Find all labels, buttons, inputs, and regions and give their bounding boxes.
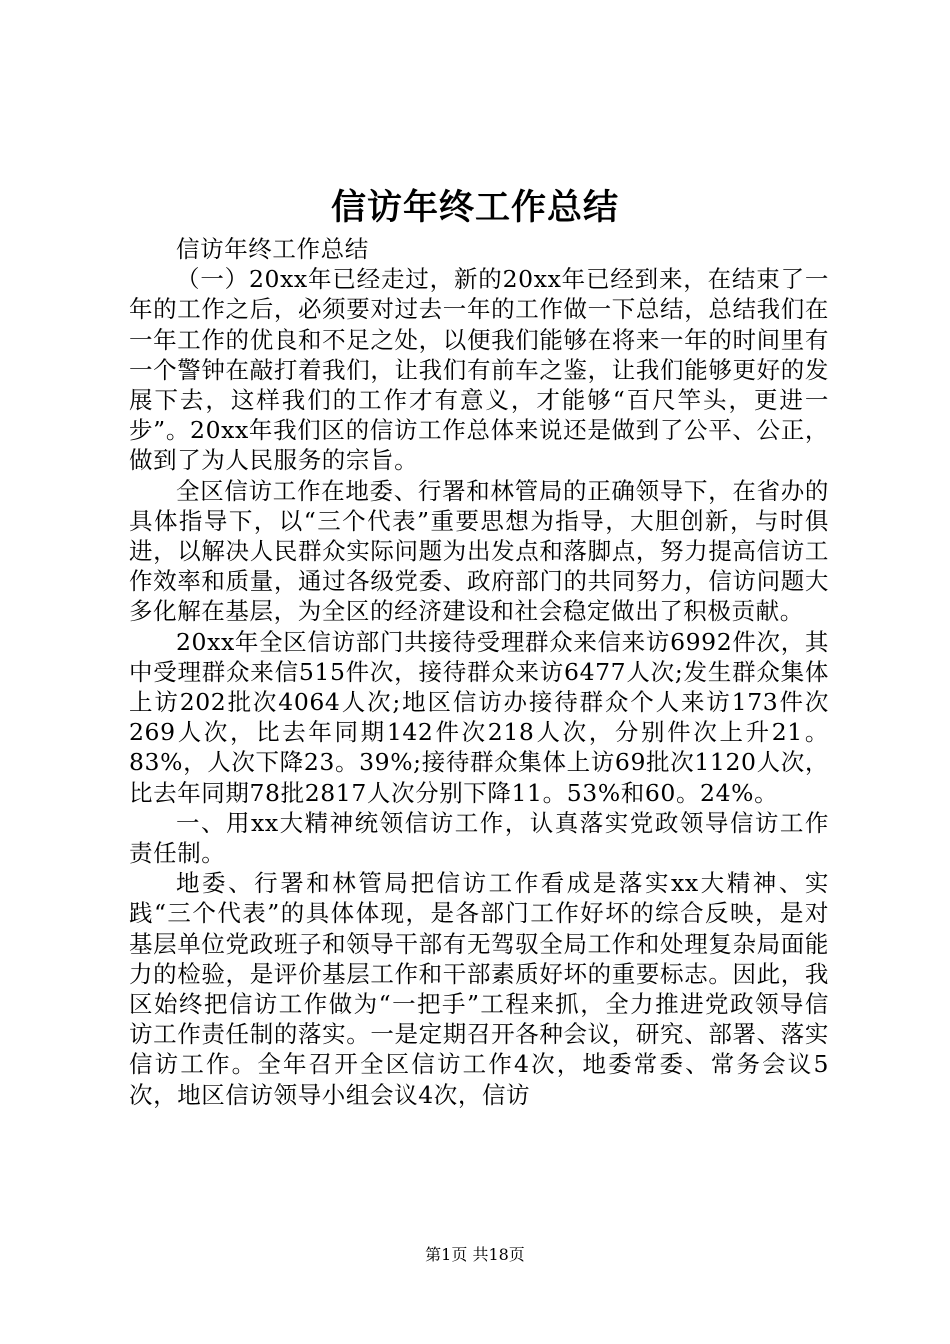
- page-number-footer: 第1页 共18页: [425, 1245, 525, 1264]
- paragraph-subtitle: 信访年终工作总结: [176, 235, 369, 263]
- paragraph-overview: 全区信访工作在地委、行署和林管局的正确领导下，在省办的具体指导下，以“三个代表”重要思想为指导，大胆创新，与时俱进，以解决人民群众实际问题为出发点和落脚点，努力提高信访工作效率和质量，通过各级党委、政府部门的共同努力，信访问题大多化解在基层，为全区的经济建设和社会稳定做出了积极贡献。: [129, 476, 829, 626]
- paragraph-intro: （一）20xx年已经走过，新的20xx年已经到来，在结束了一年的工作之后，必须要对过去一年的工作做一下总结，总结我们在一年工作的优良和不足之处，以便我们能够在将来一年的时间里有一个警钟在敲打着我们，让我们有前车之鉴，让我们能够更好的发展下去，这样我们的工作才有意义，才能够“百尺竿头，更进一步”。20xx年我们区的信访工作总体来说还是做到了公平、公正，做到了为人民服务的宗旨。: [129, 265, 829, 475]
- paragraph-statistics: 20xx年全区信访部门共接待受理群众来信来访6992件次，其中受理群众来信515件次，接待群众来访6477人次;发生群众集体上访202批次4064人次;地区信访办接待群众个人来访173件次269人次，比去年同期142件次218人次，分别件次上升21。83%，人次下降23。39%;接待群众集体上访69批次1120人次，比去年同期78批2817人次分别下降11。53%和60。24%。: [129, 627, 829, 807]
- document-body: [129, 234, 829, 1110]
- paragraph-section-one: 地委、行署和林管局把信访工作看成是落实xx大精神、实践“三个代表”的具体体现，是各部门工作好坏的综合反映，是对基层单位党政班子和领导干部有无驾驭全局工作和处理复杂局面能力的检验，是评价基层工作和干部素质好坏的重要标志。因此，我区始终把信访工作做为“一把手”工程来抓，全力推进党政领导信访工作责任制的落实。一是定期召开各种会议，研究、部署、落实信访工作。全年召开全区信访工作4次，地委常委、常务会议5次，地区信访领导小组会议4次，信访: [129, 869, 829, 1109]
- document-title: 信访年终工作总结: [330, 187, 619, 228]
- section-heading-one: 一、用xx大精神统领信访工作，认真落实党政领导信访工作责任制。: [129, 808, 829, 868]
